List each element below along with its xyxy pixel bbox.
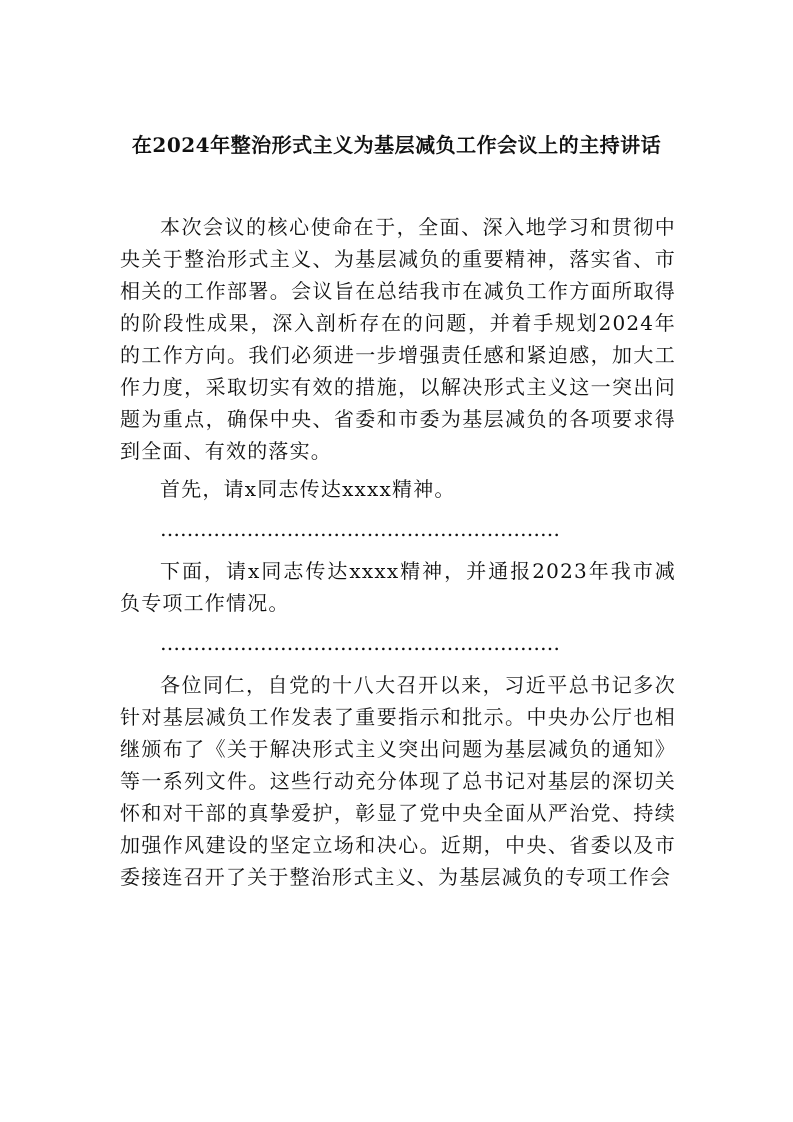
document-body [120,211,676,893]
paragraph-meeting-purpose: 本次会议的核心使命在于，全面、深入地学习和贯彻中央关于整治形式主义、为基层减负的重要精神，落实省、市相关的工作部署。会议旨在总结我市在减负工作方面所取得的阶段性成果，深入剖析存在的问题，并着手规划2024年的工作方向。我们必须进一步增强责任感和紧迫感，加大工作力度，采取切实有效的措施，以解决形式主义这一突出问题为重点，确保中央、省委和市委为基层减负的各项要求得到全面、有效的落实。 [120,215,676,463]
paragraph-first-agenda: 首先，请x同志传达xxxx精神。 [160,477,456,501]
paragraph-background: 各位同仁，自党的十八大召开以来，习近平总书记多次针对基层减负工作发表了重要指示和批示。中央办公厅也相继颁布了《关于解决形式主义突出问题为基层减负的通知》等一系列文件。这些行动充分体现了总书记对基层的深切关怀和对干部的真挚爱护，彰显了党中央全面从严治党、持续加强作风建设的坚定立场和决心。近期，中央、省委以及市委接连召开了关于整治形式主义、为基层减负的专项工作会 [120,673,676,889]
document-title: 在2024年整治形式主义为基层减负工作会议上的主持讲话 [131,133,662,157]
ellipsis-separator: …………………………………………………… [160,517,560,541]
ellipsis-separator: …………………………………………………… [160,631,560,655]
paragraph-second-agenda: 下面，请x同志传达xxxx精神，并通报2023年我市减负专项工作情况。 [120,559,676,615]
